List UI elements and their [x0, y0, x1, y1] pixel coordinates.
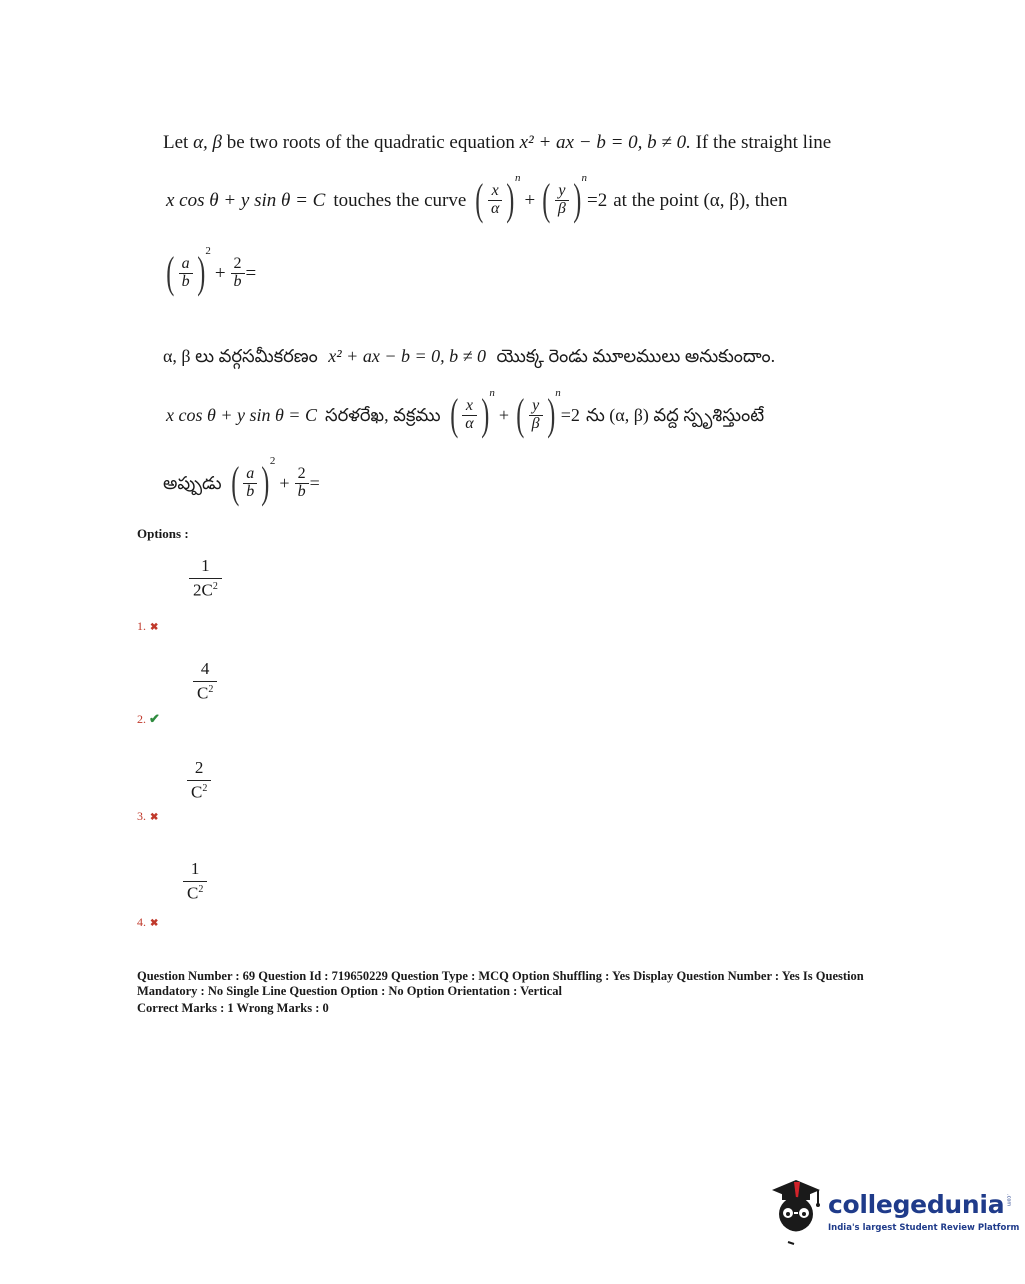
option-1-value: $\frac{1}{2C^2}$ — [189, 557, 222, 600]
logo-tagline: India's largest Student Review Platform — [828, 1222, 1020, 1233]
plus: + — [214, 262, 226, 284]
ab-term: ( $\frac{a}{b}$ ) 2 — [230, 454, 276, 507]
line-equation: x cos θ + y sin θ = C — [166, 189, 326, 211]
meta-line-2: Mandatory : No Single Line Question Option : No Option Orientation : Vertical — [137, 984, 563, 998]
equals-two: =2 — [560, 405, 580, 425]
equals: = — [245, 262, 257, 284]
text: α, β లు వర్గసమీకరణం — [163, 346, 318, 366]
text: అప్పుడు — [163, 473, 222, 493]
wrong-icon: ✖ — [150, 622, 159, 633]
text: touches the curve — [333, 189, 467, 211]
alpha-beta: α, β — [193, 132, 223, 153]
meta-line-1: Question Number : 69 Question Id : 719650229 Question Type : MCQ Option Shuffling : Yes Display Question Number : Yes Is Question — [137, 969, 864, 983]
option-1-marker[interactable]: 1. ✖ — [137, 619, 159, 633]
question-en-line-1 — [163, 133, 831, 152]
question-metadata — [137, 969, 937, 1016]
question-te-line-3 — [163, 454, 320, 508]
option-2-value: $\frac{4}{C^2}$ — [193, 660, 217, 703]
text: యొక్క రెండు మూలములు అనుకుందాం. — [496, 346, 776, 366]
wrong-icon: ✖ — [150, 918, 159, 929]
equals: = — [309, 473, 320, 493]
logo-name: collegedunia — [828, 1189, 1005, 1219]
text: ను (α, β) వద్ద స్పృశిస్తుంటే — [585, 405, 765, 425]
question-te-line-2 — [166, 386, 765, 440]
two-over-b: $\frac{2}{b}$ — [231, 256, 245, 291]
option-4-marker[interactable]: 4. ✖ — [137, 915, 159, 929]
option-3-marker[interactable]: 3. ✖ — [137, 809, 159, 823]
question-en-line-3 — [163, 244, 257, 298]
meta-line-3: Correct Marks : 1 Wrong Marks : 0 — [137, 1001, 329, 1015]
equals-two: =2 — [587, 189, 608, 211]
ab-term: ( $\frac{a}{b}$ ) 2 — [166, 244, 211, 297]
two-over-b: $\frac{2}{b}$ — [295, 466, 309, 501]
curve-x-term: ( $\frac{x}{\alpha}$ ) n — [449, 386, 495, 439]
option-3-value: $\frac{2}{C^2}$ — [187, 759, 211, 802]
wrong-icon: ✖ — [150, 812, 159, 823]
options-label: Options : — [137, 526, 189, 541]
quadratic-equation: x² + ax − b = 0, b ≠ 0. — [519, 132, 691, 153]
text: If the straight line — [695, 132, 832, 153]
plus: + — [279, 473, 290, 493]
logo-com: .com — [1005, 1193, 1012, 1206]
question-en-line-2 — [166, 171, 788, 225]
quadratic-equation: x² + ax − b = 0, b ≠ 0 — [328, 346, 486, 366]
text: be two roots of the quadratic equation — [226, 132, 515, 153]
collegedunia-logo[interactable] — [766, 1176, 1019, 1246]
text: సరళరేఖ, వక్రము — [324, 405, 441, 425]
text: at the point (α, β), then — [613, 189, 788, 211]
option-4-value: $\frac{1}{C^2}$ — [183, 860, 207, 903]
plus: + — [498, 405, 509, 425]
option-2-marker[interactable]: 2. ✔ — [137, 711, 160, 726]
plus: + — [524, 189, 536, 211]
curve-y-term: ( $\frac{y}{\beta}$ ) n — [516, 386, 561, 439]
correct-check-icon: ✔ — [149, 711, 160, 726]
mascot-icon — [766, 1176, 824, 1246]
question-te-line-1 — [163, 347, 775, 365]
line-equation: x cos θ + y sin θ = C — [166, 405, 317, 425]
curve-x-term: ( $\frac{x}{\alpha}$ ) n — [475, 171, 521, 224]
curve-y-term: ( $\frac{y}{\beta}$ ) n — [542, 171, 588, 224]
text: Let — [163, 132, 189, 153]
